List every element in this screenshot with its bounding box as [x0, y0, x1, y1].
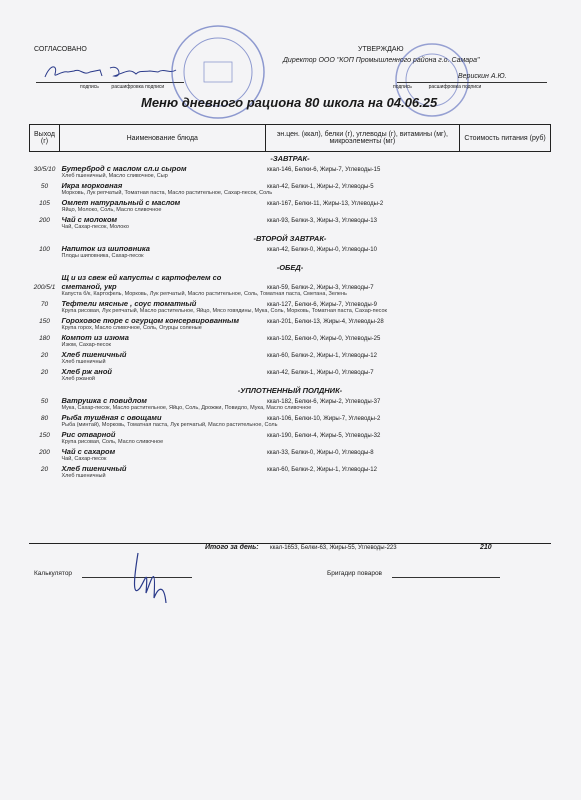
dish-row	[30, 367, 551, 376]
dish-row	[30, 430, 551, 439]
dish-ingredients: Морковь, Лук репчатый, Томатная паста, Масло растительное, Сахар-песок, Соль	[61, 190, 273, 196]
dish-yield: 20	[40, 369, 49, 376]
dish-cost	[460, 215, 551, 224]
calculator-label: Калькулятор	[34, 570, 73, 577]
total-label: Итого за день:	[205, 544, 259, 551]
ingredients-row	[30, 308, 551, 316]
dish-row	[30, 396, 551, 405]
dish-cost	[460, 333, 551, 342]
dish-cost	[460, 316, 551, 325]
table-header-row	[30, 125, 551, 152]
ingredients-row	[30, 342, 551, 350]
menu-body	[30, 152, 551, 482]
right-signature-line	[397, 82, 547, 83]
dish-row	[30, 198, 551, 207]
dish-nutrition: ккал-106, Белки-10, Жиры-7, Углеводы-2	[267, 416, 381, 422]
director-line: Директор ООО "КОП Промышленного района г.о. Самара"	[283, 57, 480, 64]
dish-row	[30, 215, 551, 224]
dish-name: Хлеб пшеничный	[61, 464, 127, 473]
brigadier-label: Бригадир поваров	[327, 570, 383, 577]
ingredients-row	[30, 173, 551, 181]
dish-row	[30, 164, 551, 173]
dish-name: Тефтели мясные , соус томатный	[61, 299, 197, 308]
dish-nutrition: ккал-93, Белки-3, Жиры-3, Углеводы-13	[267, 218, 377, 224]
ingredients-row	[30, 253, 551, 261]
dish-row	[30, 299, 551, 308]
dish-cost	[460, 367, 551, 376]
dish-name: Омлет натуральный с маслом	[61, 198, 181, 207]
dish-cost	[460, 181, 551, 190]
dish-yield: 200	[39, 217, 50, 224]
section-row	[30, 261, 551, 273]
dish-yield: 20	[40, 466, 49, 473]
dish-cost	[460, 396, 551, 405]
section-row	[30, 232, 551, 244]
ingredients-row	[30, 473, 551, 481]
dish-yield: 80	[40, 415, 49, 422]
dish-nutrition: ккал-146, Белки-6, Жиры-7, Углеводы-15	[267, 167, 381, 173]
dish-nutrition: ккал-42, Белки-1, Жиры-0, Углеводы-7	[267, 370, 374, 376]
col-cost-header: Стоимость питания (руб)	[460, 125, 551, 152]
dish-cost	[460, 350, 551, 359]
right-sign-caption: подпись расшифровка подписи	[393, 84, 482, 90]
dish-yield: 100	[39, 246, 50, 253]
dish-ingredients: Хлеб пшеничный	[61, 359, 106, 365]
dish-row	[30, 181, 551, 190]
dish-row	[30, 447, 551, 456]
ingredients-row	[30, 405, 551, 413]
ingredients-row	[30, 207, 551, 215]
dish-name: Икра морковная	[61, 181, 123, 190]
dish-nutrition: ккал-102, Белки-0, Жиры-0, Углеводы-25	[267, 336, 381, 342]
dish-nutrition: ккал-42, Белки-1, Жиры-2, Углеводы-5	[267, 184, 374, 190]
dish-name: Хлеб пшеничный	[61, 350, 127, 359]
dish-nutrition: ккал-33, Белки-0, Жиры-0, Углеводы-8	[267, 450, 374, 456]
dish-row	[30, 273, 551, 291]
dish-ingredients: Изюм, Сахар-песок	[61, 342, 111, 348]
left-signature-line	[36, 82, 184, 83]
dish-name: Хлеб рж аной	[61, 367, 112, 376]
section-title: -УПЛОТНЕННЫЙ ПОЛДНИК-	[237, 385, 343, 395]
dish-yield: 30/5/10	[33, 166, 56, 173]
dish-name: Ватрушка с повидлом	[61, 396, 147, 405]
dish-name: Рис отварной	[61, 430, 116, 439]
approved-right-label: УТВЕРЖДАЮ	[358, 46, 404, 53]
dish-row	[30, 333, 551, 342]
dish-name: Рыба тушёная с овощами	[61, 413, 162, 422]
dish-yield: 105	[39, 200, 50, 207]
dish-yield: 150	[39, 432, 50, 439]
dish-ingredients: Рыба (минтай), Морковь, Томатная паста, Лук репчатый, Масло растительное, Соль	[61, 422, 278, 428]
dish-nutrition: ккал-59, Белки-2, Жиры-3, Углеводы-7	[267, 285, 374, 291]
ingredients-row	[30, 291, 551, 299]
dish-name: Гороховое пюре с огурцом консервированным	[61, 316, 240, 325]
dish-row	[30, 316, 551, 325]
dish-name: Щ и из свеж ей капусты с картофелем со сметаной, укр	[61, 273, 222, 291]
signature-left	[40, 62, 180, 82]
dish-yield: 200	[39, 449, 50, 456]
total-cost: 210	[480, 544, 492, 551]
ingredients-row	[30, 325, 551, 333]
dish-ingredients: Крупа горох, Масло сливочное, Соль, Огурцы соленые	[61, 325, 202, 331]
col-nutrition-header: эн.цен. (ккал), белки (г), углеводы (г), витамины (мг), микроэлементы (мг)	[265, 125, 460, 152]
dish-yield: 150	[39, 318, 50, 325]
section-title: -ЗАВТРАК-	[270, 153, 310, 163]
dish-ingredients: Крупа рисовая, Лук репчатый, Масло растительное, Яйцо, Мясо говядины, Мука, Соль, Морковь, Томатная паста, Сахар-песок	[61, 308, 387, 314]
section-title: -ВТОРОЙ ЗАВТРАК-	[253, 233, 327, 243]
dish-cost	[460, 198, 551, 207]
dish-ingredients: Чай, Сахар-песок	[61, 456, 107, 462]
dish-ingredients: Хлеб пшеничный	[61, 473, 106, 479]
col-name-header: Наименование блюда	[59, 125, 265, 152]
total-value: ккал-1653, Белки-63, Жиры-55, Углеводы-223	[270, 545, 397, 551]
dish-row	[30, 413, 551, 422]
dish-yield: 20	[40, 352, 49, 359]
dish-cost	[460, 299, 551, 308]
dish-name: Напиток из шиповника	[61, 244, 150, 253]
menu-table	[29, 124, 551, 481]
director-name: Верискин А.Ю.	[458, 73, 507, 80]
dish-row	[30, 244, 551, 253]
dish-nutrition: ккал-127, Белки-6, Жиры-7, Углеводы-9	[267, 302, 377, 308]
dish-nutrition: ккал-201, Белки-13, Жиры-4, Углеводы-28	[267, 319, 384, 325]
dish-ingredients: Крупа рисовая, Соль, Масло сливочное	[61, 439, 164, 445]
dish-cost	[460, 430, 551, 439]
section-title: -ОБЕД-	[276, 262, 304, 272]
dish-yield: 50	[40, 183, 49, 190]
dish-cost	[460, 464, 551, 473]
approved-left-label: СОГЛАСОВАНО	[34, 46, 87, 53]
dish-nutrition: ккал-60, Белки-2, Жиры-1, Углеводы-12	[267, 467, 377, 473]
ingredients-row	[30, 439, 551, 447]
left-sign-caption: подпись расшифровка подписи	[80, 84, 165, 90]
dish-cost	[460, 164, 551, 173]
ingredients-row	[30, 224, 551, 232]
dish-nutrition: ккал-182, Белки-6, Жиры-2, Углеводы-37	[267, 399, 381, 405]
ingredients-row	[30, 456, 551, 464]
dish-name: Чай с молоком	[61, 215, 118, 224]
dish-nutrition: ккал-42, Белки-0, Жиры-0, Углеводы-10	[267, 247, 377, 253]
brigadier-signature-line	[392, 577, 500, 578]
dish-cost	[460, 273, 551, 291]
section-row	[30, 384, 551, 396]
dish-name: Чай с сахаром	[61, 447, 116, 456]
dish-yield: 70	[40, 301, 49, 308]
ingredients-row	[30, 190, 551, 198]
dish-nutrition: ккал-190, Белки-4, Жиры-5, Углеводы-32	[267, 433, 381, 439]
dish-ingredients: Мука, Сахар-песок, Масло растительное, Яйцо, Соль, Дрожжи, Повидло, Мука, Масло сливочное	[61, 405, 312, 411]
dish-ingredients: Плоды шиповника, Сахар-песок	[61, 253, 144, 259]
dish-cost	[460, 447, 551, 456]
section-row	[30, 152, 551, 165]
dish-yield: 200/5/1	[33, 284, 56, 291]
dish-ingredients: Хлеб пшеничный, Масло сливочное, Сыр	[61, 173, 168, 179]
dish-nutrition: ккал-60, Белки-2, Жиры-1, Углеводы-12	[267, 353, 377, 359]
dish-row	[30, 464, 551, 473]
dish-yield: 180	[39, 335, 50, 342]
dish-nutrition: ккал-167, Белки-11, Жиры-13, Углеводы-2	[267, 201, 384, 207]
page-title: Меню дневного рациона 80 школа на 04.06.25	[141, 95, 438, 110]
ingredients-row	[30, 359, 551, 367]
ingredients-row	[30, 422, 551, 430]
col-yield-header: Выход (г)	[30, 125, 60, 152]
signature-calculator	[118, 548, 178, 608]
dish-ingredients: Чай, Сахар-песок, Молоко	[61, 224, 129, 230]
dish-cost	[460, 244, 551, 253]
dish-cost	[460, 413, 551, 422]
dish-name: Бутерброд с маслом сл.и сыром	[61, 164, 187, 173]
dish-name: Компот из изюма	[61, 333, 129, 342]
dish-ingredients: Хлеб ржаной	[61, 376, 96, 382]
dish-yield: 50	[40, 398, 49, 405]
dish-row	[30, 350, 551, 359]
dish-ingredients: Капуста б/к, Картофель, Морковь, Лук репчатый, Масло растительное, Соль, Томатная паста, Сметана, Зелень	[61, 291, 347, 297]
ingredients-row	[30, 376, 551, 384]
dish-ingredients: Яйцо, Молоко, Соль, Масло сливочное	[61, 207, 162, 213]
